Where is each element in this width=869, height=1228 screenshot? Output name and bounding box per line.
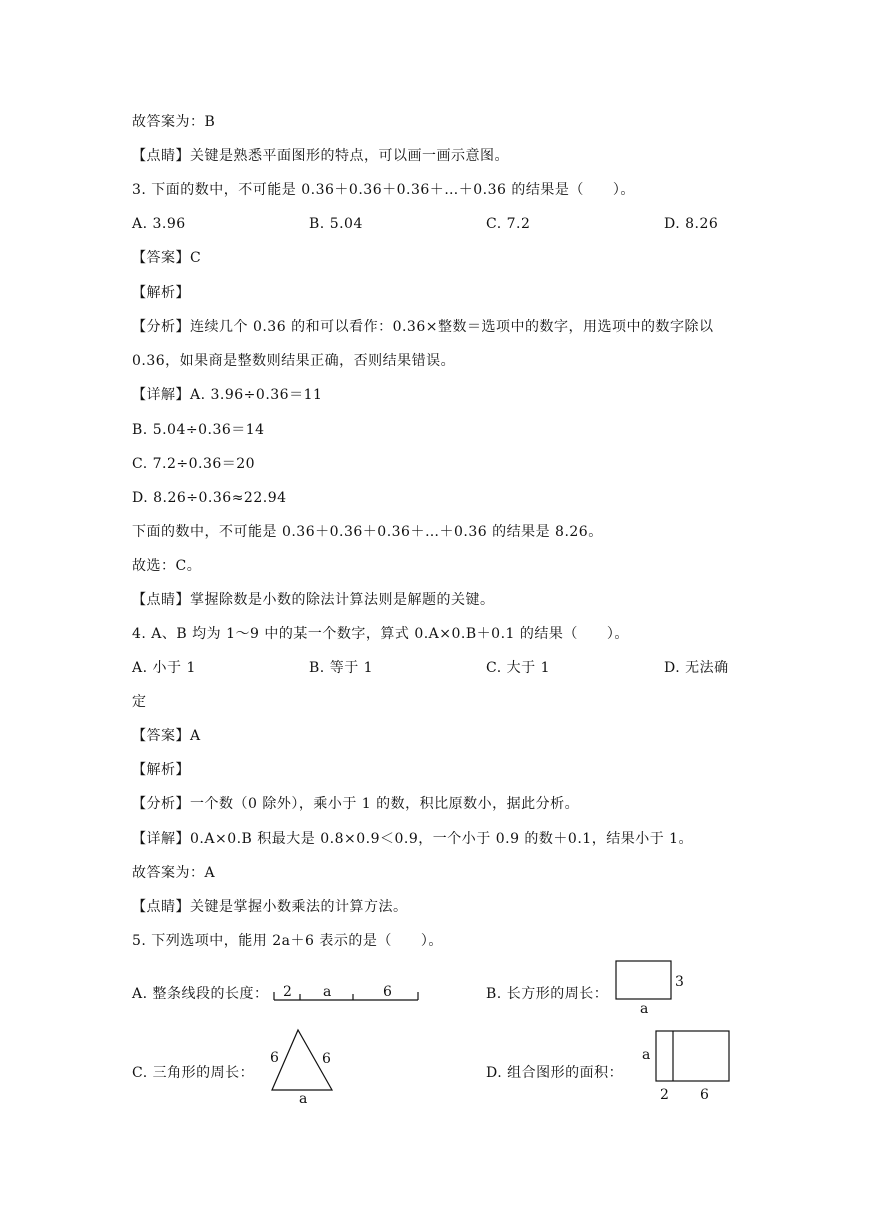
q5-option-d-label: D. 组合图形的面积： <box>486 1065 624 1081</box>
segment-figure <box>272 976 426 1006</box>
answer-line-q2: 故答案为：B <box>132 114 216 130</box>
rectangle-figure <box>614 958 694 1014</box>
q3-detail-b: B. 5.04÷0.36＝14 <box>132 422 265 438</box>
q3-detail-a: 【详解】A. 3.96÷0.36＝11 <box>132 387 323 403</box>
q4-option-b: B. 等于 1 <box>309 660 374 676</box>
q5-option-a-label: A. 整条线段的长度： <box>132 986 269 1002</box>
triangle-figure <box>262 1026 346 1104</box>
q4-comment: 【点睛】关键是掌握小数乘法的计算方法。 <box>132 899 408 915</box>
q4-option-d-continued: 定 <box>132 694 147 710</box>
q3-analysis-line-1: 【分析】连续几个 0.36 的和可以看作：0.36×整数＝选项中的数字，用选项中的数字除以 <box>132 319 714 335</box>
q3-option-a: A. 3.96 <box>132 216 186 232</box>
q5-option-b-label: B. 长方形的周长： <box>486 986 609 1002</box>
q3-analysis-heading: 【解析】 <box>132 285 190 301</box>
combined-label-2: 2 <box>660 1087 669 1102</box>
q4-option-d: D. 无法确 <box>664 660 729 676</box>
q3-option-b: B. 5.04 <box>309 216 363 232</box>
comment-line-q2: 【点睛】关键是熟悉平面图形的特点，可以画一画示意图。 <box>132 148 509 164</box>
q3-conclusion: 下面的数中，不可能是 0.36＋0.36＋0.36＋…＋0.36 的结果是 8.26。 <box>132 524 603 540</box>
triangle-label-right: 6 <box>322 1051 331 1067</box>
q3-answer: 【答案】C <box>132 250 202 266</box>
q4-analysis-heading: 【解析】 <box>132 762 190 778</box>
q3-choice: 故选：C。 <box>132 558 202 574</box>
q4-answer: 【答案】A <box>132 728 201 744</box>
q4-analysis: 【分析】一个数（0 除外），乘小于 1 的数，积比原数小，据此分析。 <box>132 796 580 812</box>
combined-label-6: 6 <box>700 1087 709 1102</box>
q4-detail: 【详解】0.A×0.B 积最大是 0.8×0.9＜0.9，一个小于 0.9 的数＋0.1，结果小于 1。 <box>132 831 694 847</box>
q4-option-a: A. 小于 1 <box>132 660 196 676</box>
q3-detail-c: C. 7.2÷0.36＝20 <box>132 456 256 472</box>
q3-detail-d: D. 8.26÷0.36≈22.94 <box>132 490 287 506</box>
question-3-stem: 3. 下面的数中，不可能是 0.36＋0.36＋0.36＋…＋0.36 的结果是（ ）。 <box>132 182 635 198</box>
combined-outer-rect <box>656 1031 729 1081</box>
q3-option-d: D. 8.26 <box>664 216 719 232</box>
combined-figure <box>640 1028 734 1102</box>
q4-conclusion: 故答案为：A <box>132 865 216 881</box>
q3-option-c: C. 7.2 <box>486 216 531 232</box>
q3-analysis-line-2: 0.36，如果商是整数则结果正确，否则结果错误。 <box>132 353 456 369</box>
combined-label-a: a <box>642 1047 651 1063</box>
segment-label-2: 2 <box>283 984 292 1000</box>
triangle-label-bottom: a <box>299 1091 308 1104</box>
q5-option-c-label: C. 三角形的周长： <box>132 1065 255 1081</box>
segment-label-a: a <box>323 984 332 1000</box>
triangle-label-left: 6 <box>270 1050 279 1066</box>
rectangle-label-a: a <box>640 1001 649 1014</box>
question-4-stem: 4. A、B 均为 1～9 中的某一个数字，算式 0.A×0.B＋0.1 的结果（ ）。 <box>132 626 629 642</box>
question-5-stem: 5. 下列选项中，能用 2a＋6 表示的是（ ）。 <box>132 933 443 949</box>
q4-option-c: C. 大于 1 <box>486 660 550 676</box>
segment-label-6: 6 <box>383 984 392 1000</box>
rectangle-label-3: 3 <box>675 974 684 990</box>
q3-comment: 【点睛】掌握除数是小数的除法计算法则是解题的关键。 <box>132 592 495 608</box>
rectangle-shape <box>616 961 671 999</box>
